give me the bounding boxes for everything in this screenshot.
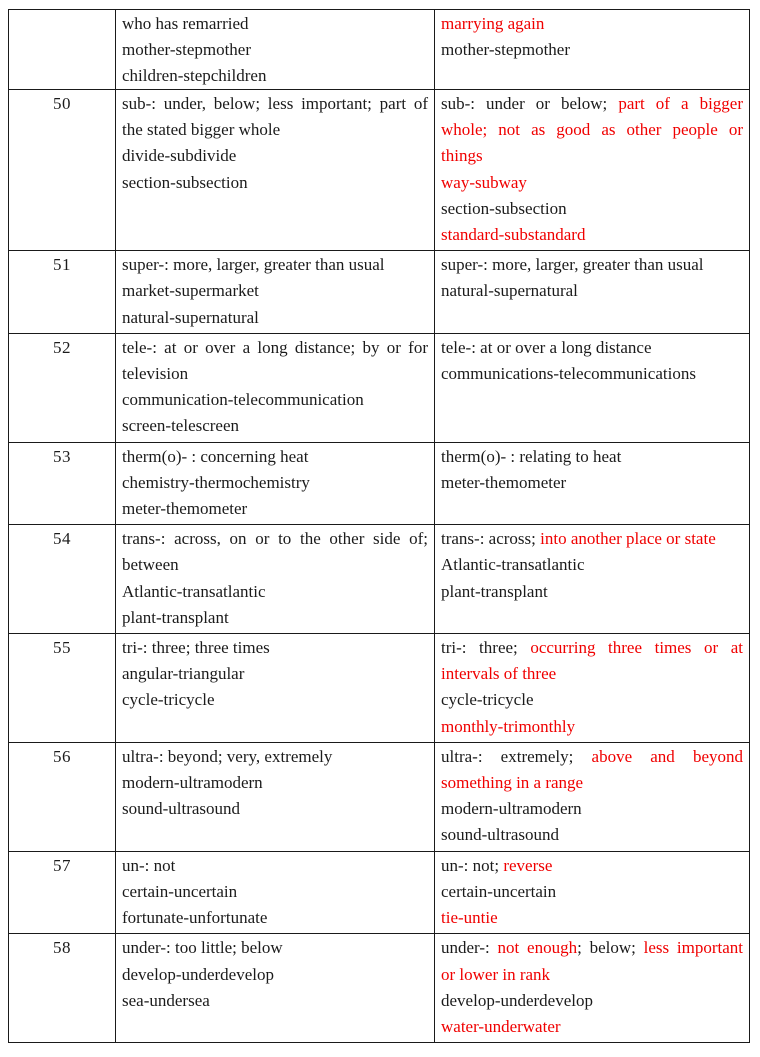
original-definition-cell [116, 442, 435, 525]
text-segment: meter-themometer [122, 499, 248, 519]
text-segment: meter-themometer [441, 472, 567, 492]
text-segment: therm(o)- : relating to heat [441, 446, 622, 466]
revised-definition-cell [435, 333, 750, 442]
revised-definition-cell [435, 10, 750, 90]
text-segment: children-stepchildren [122, 66, 267, 86]
text-line [441, 252, 743, 278]
text-segment: ; below; [577, 938, 644, 958]
cell-content [122, 335, 428, 440]
text-segment: certain-uncertain [441, 881, 557, 901]
cell-content [122, 252, 428, 331]
text-segment: chemistry-thermochemistry [122, 472, 310, 492]
revised-definition-cell [435, 851, 750, 934]
text-line [122, 335, 428, 361]
cell-content [441, 444, 743, 496]
cell-content [441, 635, 743, 740]
text-line [122, 91, 428, 117]
revision-text-segment: tie-untie [441, 908, 498, 928]
text-segment: fortunate-unfortunate [122, 908, 268, 928]
text-line [122, 37, 428, 63]
text-segment: super-: more, larger, greater than usual [441, 255, 704, 275]
text-line [122, 905, 428, 931]
original-definition-cell [116, 251, 435, 334]
text-line [122, 579, 428, 605]
text-segment: who has remarried [122, 14, 249, 33]
text-segment: between [122, 555, 179, 575]
text-segment: develop-underdevelop [122, 964, 274, 984]
text-line [441, 552, 743, 578]
text-line [441, 222, 743, 248]
table-row [9, 90, 750, 251]
text-line [122, 935, 428, 961]
text-segment: section-subsection [441, 198, 567, 218]
cell-content [122, 635, 428, 714]
revision-text-segment: marrying again [441, 14, 545, 33]
text-segment: section-subsection [122, 172, 248, 192]
row-number-cell: 56 [9, 742, 116, 851]
revised-definition-cell [435, 90, 750, 251]
original-definition-cell [116, 934, 435, 1043]
revised-definition-cell [435, 742, 750, 851]
revision-text-segment: standard-substandard [441, 225, 586, 245]
text-line [441, 853, 743, 879]
revision-text-segment: water-underwater [441, 1016, 561, 1036]
text-segment: angular-triangular [122, 664, 245, 684]
revision-text-segment: or lower in rank [441, 964, 551, 984]
text-segment: tele-: at or over a long distance; by or for [122, 337, 428, 357]
text-segment: modern-ultramodern [441, 799, 582, 819]
text-segment: un-: not; [441, 855, 504, 875]
text-line [122, 687, 428, 713]
text-line [122, 170, 428, 196]
text-line [441, 661, 743, 687]
revised-definition-cell [435, 525, 750, 634]
text-line [441, 822, 743, 848]
text-line [122, 635, 428, 661]
text-segment: therm(o)- : concerning heat [122, 446, 309, 466]
table-row [9, 742, 750, 851]
text-segment: sea-undersea [122, 990, 210, 1010]
text-line [441, 714, 743, 740]
text-segment: ultra-: beyond; very, extremely [122, 746, 333, 766]
text-line [122, 552, 428, 578]
text-line [122, 444, 428, 470]
revision-text-segment: part of a bigger [618, 94, 743, 113]
text-line [122, 605, 428, 631]
text-segment: the stated bigger whole [122, 120, 281, 140]
revision-text-segment: intervals of three [441, 664, 557, 684]
text-line [441, 635, 743, 661]
text-segment: certain-uncertain [122, 881, 238, 901]
table-row [9, 851, 750, 934]
text-segment: communications-telecommunications [441, 364, 696, 384]
text-line [122, 796, 428, 822]
revision-text-segment: things [441, 146, 483, 166]
text-line [441, 335, 743, 361]
text-line [441, 988, 743, 1014]
row-number-cell: 53 [9, 442, 116, 525]
original-definition-cell [116, 525, 435, 634]
table-row [9, 525, 750, 634]
revision-text-segment: something in a range [441, 773, 584, 793]
text-line [441, 796, 743, 822]
cell-content [441, 853, 743, 932]
text-line [441, 905, 743, 931]
revision-text-segment: not enough [497, 938, 578, 958]
cell-content [122, 744, 428, 823]
revised-definition-cell [435, 442, 750, 525]
text-line [441, 170, 743, 196]
text-line [122, 387, 428, 413]
text-line [122, 278, 428, 304]
revision-text-segment: less important [643, 938, 743, 958]
text-line [441, 770, 743, 796]
cell-content [441, 91, 743, 248]
text-line [441, 470, 743, 496]
row-number-cell [9, 10, 116, 90]
text-segment: plant-transplant [122, 607, 229, 627]
text-segment: natural-supernatural [122, 307, 259, 327]
cell-content [441, 11, 743, 63]
text-line [122, 470, 428, 496]
text-segment: tele-: at or over a long distance [441, 337, 652, 357]
text-line [122, 252, 428, 278]
text-line [441, 687, 743, 713]
prefix-vocabulary-table [8, 9, 750, 1043]
text-segment: sub-: under, below; less important; part of [122, 94, 428, 113]
text-line [441, 744, 743, 770]
revision-text-segment: above and beyond [591, 746, 744, 766]
text-segment: trans-: across; [441, 529, 541, 549]
text-line [441, 117, 743, 143]
revision-text-segment: whole; not as good as other people or [441, 120, 743, 140]
text-line [441, 37, 743, 63]
cell-content [441, 935, 743, 1040]
cell-content [122, 91, 428, 196]
text-line [441, 935, 743, 961]
text-line [122, 117, 428, 143]
text-segment: plant-transplant [441, 581, 548, 601]
table-row [9, 10, 750, 90]
text-line [122, 143, 428, 169]
cell-content [122, 11, 428, 87]
row-number-cell: 50 [9, 90, 116, 251]
text-line [441, 143, 743, 169]
cell-content [122, 444, 428, 523]
original-definition-cell [116, 10, 435, 90]
table-row [9, 333, 750, 442]
text-line [441, 579, 743, 605]
revision-text-segment: reverse [503, 855, 553, 875]
text-segment: cycle-tricycle [441, 690, 534, 710]
original-definition-cell [116, 851, 435, 934]
text-line [122, 853, 428, 879]
text-line [122, 526, 428, 552]
text-line [122, 879, 428, 905]
text-line [122, 361, 428, 387]
text-segment: tri-: three; [441, 638, 531, 658]
table-row [9, 934, 750, 1043]
revised-definition-cell [435, 634, 750, 743]
text-segment: develop-underdevelop [441, 990, 593, 1010]
text-segment: un-: not [122, 855, 176, 875]
text-line [122, 496, 428, 522]
text-line [122, 744, 428, 770]
text-segment: super-: more, larger, greater than usual [122, 255, 385, 275]
cell-content [441, 335, 743, 387]
original-definition-cell [116, 634, 435, 743]
row-number-cell: 52 [9, 333, 116, 442]
text-line [441, 526, 743, 552]
revised-definition-cell [435, 251, 750, 334]
prefix-table-body [9, 10, 750, 1043]
text-line [441, 91, 743, 117]
text-line [122, 413, 428, 439]
row-number-cell: 51 [9, 251, 116, 334]
text-segment: market-supermarket [122, 281, 259, 301]
text-segment: mother-stepmother [441, 40, 571, 60]
text-segment: sound-ultrasound [441, 825, 560, 845]
text-line [441, 962, 743, 988]
text-segment: trans-: across, on or to the other side of; [122, 529, 428, 549]
text-segment: Atlantic-transatlantic [441, 555, 585, 575]
table-row [9, 442, 750, 525]
text-segment: Atlantic-transatlantic [122, 581, 266, 601]
text-segment: mother-stepmother [122, 40, 252, 60]
text-line [441, 879, 743, 905]
cell-content [122, 526, 428, 631]
text-line [122, 661, 428, 687]
revision-text-segment: way-subway [441, 172, 527, 192]
text-segment: communication-telecommunication [122, 390, 364, 410]
cell-content [441, 252, 743, 304]
text-line [441, 196, 743, 222]
text-line [122, 770, 428, 796]
text-segment: ultra-: extremely; [441, 746, 592, 766]
text-segment: divide-subdivide [122, 146, 237, 166]
revision-text-segment: occurring three times or at [530, 638, 743, 658]
text-line [122, 63, 428, 87]
revised-definition-cell [435, 934, 750, 1043]
text-line [441, 444, 743, 470]
text-line [441, 11, 743, 37]
table-row [9, 634, 750, 743]
row-number-cell: 54 [9, 525, 116, 634]
text-line [122, 962, 428, 988]
text-segment: sub-: under or below; [441, 94, 619, 113]
row-number-cell: 55 [9, 634, 116, 743]
text-segment: television [122, 364, 189, 384]
text-line [122, 305, 428, 331]
text-segment: cycle-tricycle [122, 690, 215, 710]
cell-content [122, 935, 428, 1014]
text-segment: modern-ultramodern [122, 773, 263, 793]
cell-content [441, 744, 743, 849]
cell-content [441, 526, 743, 605]
cell-content [122, 853, 428, 932]
revision-text-segment: into another place or state [540, 529, 716, 549]
table-row [9, 251, 750, 334]
original-definition-cell [116, 742, 435, 851]
text-segment: natural-supernatural [441, 281, 578, 301]
text-segment: under-: [441, 938, 498, 958]
row-number-cell: 57 [9, 851, 116, 934]
original-definition-cell [116, 333, 435, 442]
text-segment: screen-telescreen [122, 416, 240, 436]
text-line [122, 988, 428, 1014]
text-segment: under-: too little; below [122, 938, 283, 958]
text-line [441, 278, 743, 304]
text-line [441, 361, 743, 387]
text-line [122, 11, 428, 37]
revision-text-segment: monthly-trimonthly [441, 716, 576, 736]
row-number-cell: 58 [9, 934, 116, 1043]
text-segment: tri-: three; three times [122, 638, 270, 658]
original-definition-cell [116, 90, 435, 251]
text-line [441, 1014, 743, 1040]
text-segment: sound-ultrasound [122, 799, 241, 819]
